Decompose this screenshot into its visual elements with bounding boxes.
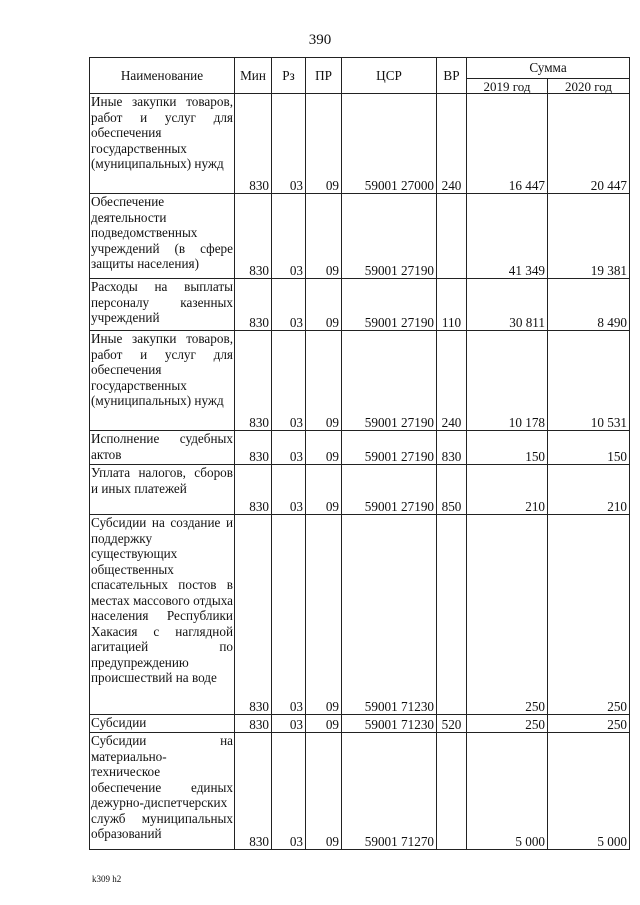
row-2019: 30 811 (467, 279, 548, 331)
row-min: 830 (235, 431, 272, 465)
row-pr: 09 (306, 715, 342, 733)
footer-code: k309 h2 (92, 874, 122, 884)
row-2019: 250 (467, 515, 548, 715)
row-csr: 59001 27190 (342, 279, 437, 331)
row-name: Субсидии на материально-техническое обеспечение единых дежурно-диспетчерских служб муниципальных образований (90, 733, 235, 850)
row-vr (437, 194, 467, 279)
header-sum: Сумма (467, 58, 630, 79)
row-name: Уплата налогов, сборов и иных платежей (90, 465, 235, 515)
row-min: 830 (235, 194, 272, 279)
header-vr: ВР (437, 58, 467, 94)
row-2019: 150 (467, 431, 548, 465)
row-2019: 10 178 (467, 331, 548, 431)
row-vr: 520 (437, 715, 467, 733)
row-pr: 09 (306, 94, 342, 194)
row-min: 830 (235, 733, 272, 850)
header-rz: Рз (272, 58, 306, 94)
row-rz: 03 (272, 94, 306, 194)
row-pr: 09 (306, 194, 342, 279)
row-2019: 41 349 (467, 194, 548, 279)
header-pr: ПР (306, 58, 342, 94)
row-2019: 250 (467, 715, 548, 733)
row-csr: 59001 27190 (342, 331, 437, 431)
row-2020: 210 (548, 465, 630, 515)
row-2020: 150 (548, 431, 630, 465)
row-2020: 250 (548, 715, 630, 733)
table-row (90, 515, 630, 715)
row-pr: 09 (306, 431, 342, 465)
row-rz: 03 (272, 515, 306, 715)
row-2020: 19 381 (548, 194, 630, 279)
table-row (90, 733, 630, 850)
row-vr: 850 (437, 465, 467, 515)
row-pr: 09 (306, 279, 342, 331)
row-pr: 09 (306, 331, 342, 431)
row-csr: 59001 27190 (342, 465, 437, 515)
header-year-2019: 2019 год (467, 79, 548, 94)
row-min: 830 (235, 715, 272, 733)
header-year-2020: 2020 год (548, 79, 630, 94)
row-csr: 59001 27190 (342, 194, 437, 279)
row-2020: 8 490 (548, 279, 630, 331)
row-csr: 59001 27190 (342, 431, 437, 465)
row-vr: 240 (437, 94, 467, 194)
table-row (90, 194, 630, 279)
row-min: 830 (235, 465, 272, 515)
row-vr (437, 733, 467, 850)
row-rz: 03 (272, 715, 306, 733)
row-csr: 59001 71230 (342, 515, 437, 715)
row-min: 830 (235, 279, 272, 331)
row-rz: 03 (272, 431, 306, 465)
row-csr: 59001 71230 (342, 715, 437, 733)
row-2020: 20 447 (548, 94, 630, 194)
row-rz: 03 (272, 331, 306, 431)
table-row (90, 465, 630, 515)
table-row (90, 431, 630, 465)
budget-table (89, 57, 630, 850)
row-rz: 03 (272, 194, 306, 279)
row-rz: 03 (272, 465, 306, 515)
row-pr: 09 (306, 465, 342, 515)
row-name: Иные закупки товаров, работ и услуг для обеспечения государственных (муниципальных) нужд (90, 331, 235, 431)
row-name: Расходы на выплаты персоналу казенных учреждений (90, 279, 235, 331)
row-2020: 5 000 (548, 733, 630, 850)
row-name: Исполнение судебных актов (90, 431, 235, 465)
row-pr: 09 (306, 733, 342, 850)
row-vr (437, 515, 467, 715)
row-2020: 10 531 (548, 331, 630, 431)
row-2019: 210 (467, 465, 548, 515)
row-name: Иные закупки товаров, работ и услуг для обеспечения государственных (муниципальных) нужд (90, 94, 235, 194)
row-2020: 250 (548, 515, 630, 715)
row-min: 830 (235, 94, 272, 194)
row-vr: 240 (437, 331, 467, 431)
row-csr: 59001 27000 (342, 94, 437, 194)
page-number: 390 (308, 32, 332, 48)
header-csr: ЦСР (342, 58, 437, 94)
table-row (90, 279, 630, 331)
row-rz: 03 (272, 279, 306, 331)
row-name: Субсидии (90, 715, 235, 733)
header-name: Наименование (90, 58, 235, 94)
row-2019: 5 000 (467, 733, 548, 850)
row-name: Субсидии на создание и поддержку существующих общественных спасательных постов в местах массового отдыха населения Республики Хакасия с наглядной агитацией по предупреждению происшествий на воде (90, 515, 235, 715)
table-row (90, 94, 630, 194)
row-pr: 09 (306, 515, 342, 715)
row-vr: 830 (437, 431, 467, 465)
row-min: 830 (235, 515, 272, 715)
row-csr: 59001 71270 (342, 733, 437, 850)
row-2019: 16 447 (467, 94, 548, 194)
row-min: 830 (235, 331, 272, 431)
table-row (90, 715, 630, 733)
row-rz: 03 (272, 733, 306, 850)
row-vr: 110 (437, 279, 467, 331)
table-row (90, 331, 630, 431)
header-min: Мин (235, 58, 272, 94)
row-name: Обеспечение деятельности подведомственных учреждений (в сфере защиты населения) (90, 194, 235, 279)
